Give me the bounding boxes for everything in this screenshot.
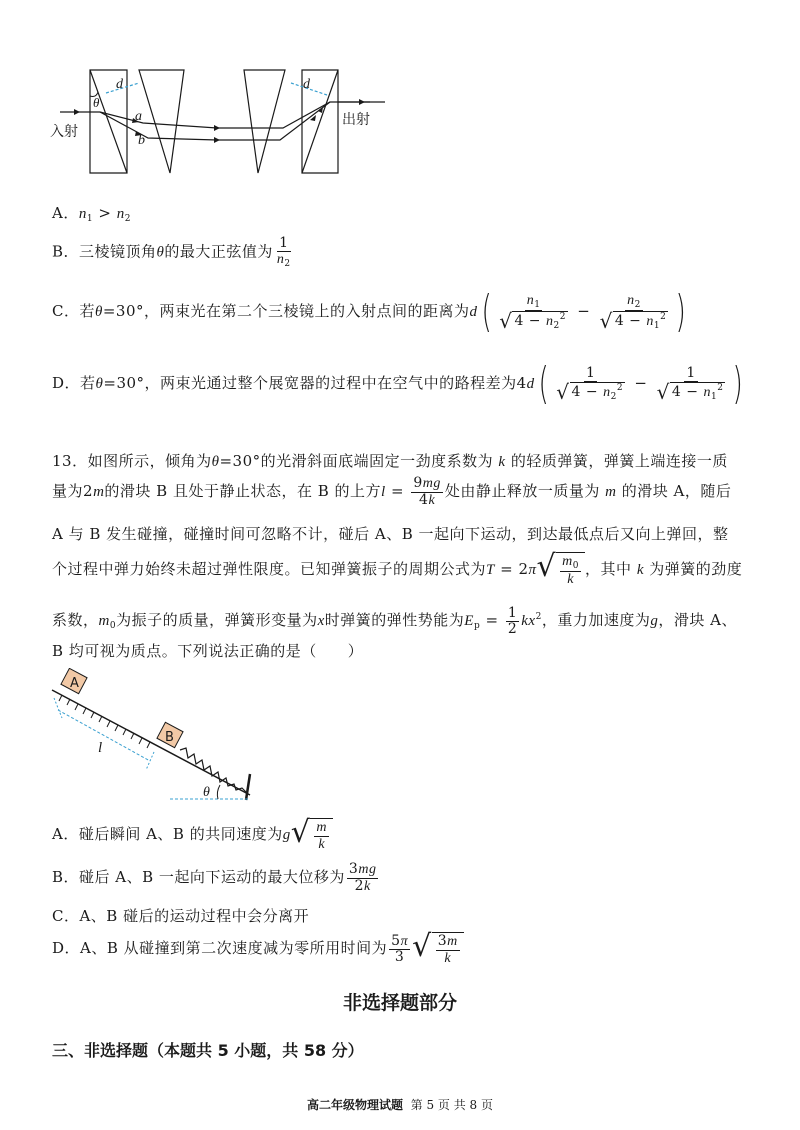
q13-text: 处由静止释放一质量为	[444, 482, 600, 501]
q13-line-1: 13．如图所示，倾角为θ=30°的光滑斜面底端固定一劲度系数为 k 的轻质弹簧，弹簧上端连接一质	[52, 452, 728, 470]
q13-option-d-text: D．A、B 从碰撞到第二次速度减为零所用时间为	[52, 939, 388, 958]
q12-option-c-text: =30°，两束光在第二个三棱镜上的入射点间的距离为	[102, 302, 470, 320]
label-exit: 出射	[342, 112, 370, 128]
q12-option-d-text: =30°，两束光通过整个展宽器的过程中在空气中的路程差为	[103, 374, 517, 392]
incline-figure	[40, 668, 280, 808]
q13-text: 个过程中弹力始终未超过弹性限度。已知弹簧振子的周期公式为	[52, 560, 487, 579]
q13-option-b-text: B．碰后 A、B 一起向下运动的最大位移为	[52, 868, 345, 887]
page-footer	[0, 1096, 800, 1113]
label-theta2: θ	[203, 785, 210, 800]
q13-text: ，重力加速度为	[541, 611, 651, 630]
q13-line-4: 个过程中弹力始终未超过弹性限度。已知弹簧振子的周期公式为T = 2π √ $\frac{m_0}{k}$ ，其中 k 为弹簧的劲度	[52, 549, 743, 588]
label-incident: 入射	[50, 124, 78, 140]
q12-option-d-label: D．若	[52, 374, 96, 392]
q13-text: ，其中	[585, 560, 632, 579]
label-d1: d	[116, 77, 123, 92]
q13-line-6: B 均可视为质点。下列说法正确的是（ ）	[52, 642, 364, 660]
q12-option-c-label: C．若	[52, 302, 95, 320]
q12-option-b-text: B．三棱镜顶角	[52, 242, 157, 261]
q13-line-5: 系数，$m_0$为振子的质量，弹簧形变量为x时弹簧的弹性势能为$E_p$ = $\frac{1}{2}$ $kx^2$，重力加速度为g，滑块 A、	[52, 605, 737, 637]
q13-text: 的轻质弹簧，弹簧上端连接一质	[510, 452, 728, 470]
q12-option-b: B．三棱镜顶角θ的最大正弦值为 $\frac{1}{n_2}$	[52, 235, 291, 269]
q13-text: 的滑块 A，随后	[621, 482, 732, 501]
q13-option-d: D．A、B 从碰撞到第二次速度减为零所用时间为 $\frac{5\pi}{3}$ √ $\frac{3m}{k}$	[52, 932, 464, 966]
q13-option-a-text: A．碰后瞬间 A、B 的共同速度为	[52, 825, 283, 844]
label-l: l	[98, 740, 103, 756]
label-theta: θ	[93, 95, 100, 110]
label-a: a	[135, 109, 142, 124]
q13-option-b: B．碰后 A、B 一起向下运动的最大位移为 $\frac{3mg}{2k}$	[52, 861, 377, 894]
q12-option-d: D．若θ=30°，两束光通过整个展宽器的过程中在空气中的路程差为4d( 1 √ $4 - n_2^2$ − 1 √ $4 - n_1^2$ )	[52, 358, 744, 409]
label-block-a: A	[70, 676, 79, 691]
label-d2: d	[303, 77, 310, 92]
part3-title: 三、非选择题（本题共 5 小题，共 58 分）	[52, 1041, 364, 1060]
q12-option-a: A．$n_1 > n_2$	[52, 204, 131, 224]
q13-text: =30°的光滑斜面底端固定一劲度系数为	[219, 452, 494, 470]
prism-expander-figure	[40, 60, 420, 185]
q13-text: 时弹簧的弹性势能为	[324, 611, 465, 630]
q13-text: 13．如图所示，倾角为	[52, 452, 212, 470]
footer-course: 高二年级物理试题	[307, 1098, 404, 1112]
q12-option-c: C．若θ=30°，两束光在第二个三棱镜上的入射点间的距离为d( $n_1$ √ $4 - n_2^2$ − $n_2$ √ $4 - n_1^2$ )	[52, 286, 687, 337]
section-heading: 非选择题部分	[342, 992, 457, 1014]
q13-option-c: C．A、B 碰后的运动过程中会分离开	[52, 907, 310, 925]
q13-text: 量为	[52, 482, 84, 501]
label-b: b	[138, 133, 145, 148]
footer-page: 第 5 页 共 8 页	[410, 1098, 493, 1112]
q12-option-b-text2: 的最大正弦值为	[164, 242, 273, 261]
q13-line-2: 量为2m的滑块 B 且处于静止状态，在 B 的上方l = $\frac{9mg}{4k}$ 处由静止释放一质量为 m 的滑块 A，随后	[52, 475, 732, 508]
label-block-b: B	[165, 730, 174, 745]
q13-text: 的滑块 B 且处于静止状态，在 B 的上方	[104, 482, 382, 501]
q13-text: 为弹簧的劲度	[649, 560, 743, 579]
q13-option-a: A．碰后瞬间 A、B 的共同速度为g √ $\frac{m}{k}$	[52, 818, 333, 852]
q13-text: 系数，	[52, 611, 99, 630]
q13-line-3: A 与 B 发生碰撞，碰撞时间可忽略不计，碰后 A、B 一起向下运动，到达最低点后又向上弹回，整	[52, 525, 729, 543]
q13-text: 为振子的质量，弹簧形变量为	[116, 611, 318, 630]
q12-option-a-label: A．	[52, 204, 79, 222]
q13-text: ，滑块 A、	[658, 611, 737, 630]
